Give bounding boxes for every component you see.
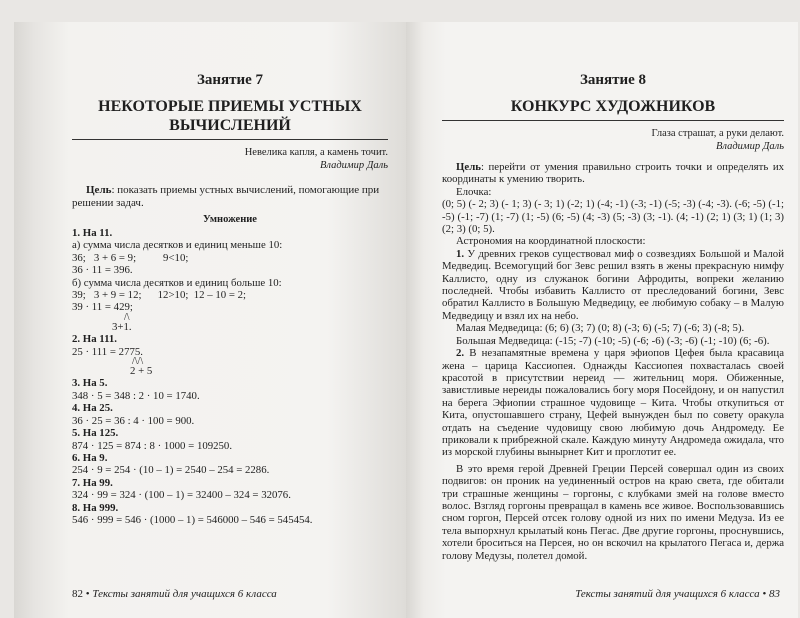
lesson-heading-line1: НЕКОТОРЫЕ ПРИЕМЫ УСТНЫХ <box>98 98 362 115</box>
example-line: 6. На 9. <box>72 451 108 464</box>
coordinates-small-bear: Малая Медведица: (6; 6) (3; 7) (0; 8) (-3; 6) (-5; 7) (-6; 3) (-8; 5). <box>456 322 745 335</box>
epigraph: Глаза страшат, а руки делают. <box>651 128 784 139</box>
example-line: 5. На 125. <box>72 427 119 440</box>
paragraph: Астрономия на координатной плоскости: <box>456 235 646 248</box>
footer-text: Тексты занятий для учащихся 6 класса <box>92 588 277 600</box>
heading-rule <box>442 120 784 121</box>
lesson-goal <box>72 184 388 210</box>
heading-rule <box>72 139 388 140</box>
coordinates-big-bear: Большая Медведица: (-15; -7) (-10; -5) (-6; -6) (-3; -6) (-1; -10) (6; -6). <box>456 334 770 347</box>
example-line: 36; 3 + 6 = 9; 9<10; <box>72 251 189 264</box>
paragraph: Елочка: <box>456 185 492 198</box>
branch-sum: 2 + 5 <box>130 365 153 378</box>
coordinates-paragraph: (0; 5) (- 2; 3) (- 1; 3) (- 3; 1) (-2; 1) (-4; -1) (-3; -1) (-5; -3) (-4; -3). (-6; -5) (-1; -5) (-1; -7) (1; -7) (1; -5) (6; -5) (4; -3) (5; -3) (3; -1). (4; -1) (2; 1) (3; 1) (1; 3) (2; 3) (0; 5). <box>442 198 784 236</box>
example-line: б) сумма числа десятков и единиц больше 10: <box>72 276 282 289</box>
goal-label: Цель <box>456 161 481 173</box>
goal-text: : перейти от умения правильно строить точки и определять их координаты к умению творить. <box>442 161 784 186</box>
section-heading: Умножение <box>203 214 257 225</box>
example-line: 324 · 99 = 324 · (100 – 1) = 32400 – 324 = 32076. <box>72 489 291 502</box>
epigraph-author: Владимир Даль <box>319 160 388 171</box>
example-line: 36 · 25 = 36 : 4 · 100 = 900. <box>72 414 195 427</box>
example-line: 874 · 125 = 874 : 8 · 1000 = 109250. <box>72 439 233 452</box>
left-page <box>14 22 406 618</box>
paragraph-3: В это время герой Древней Греции Персей совершал один из своих подвигов: он проник на уединенный остров на краю света, где обитали три страшные женщины – горгоны, с клубками змей на голове вместо волос. Взгляд горгоны превращал в камень все живое. Воспользовавшись сном горгон, Персей отсек голову одной из них по имени Медуза. Из ее тела выпорхнул крылатый конь Пегас. Две другие горгоны, проснувшись, хотели броситься на Персея, но он вскочил на крылатого Пегаса и, держа голову Медузы, полетел домой. <box>442 462 784 562</box>
paragraph-2 <box>442 347 784 459</box>
page-footer-right: Тексты занятий для учащихся 6 класса • 83 <box>575 588 780 600</box>
example-block-3 <box>72 377 388 526</box>
branch-arrow: /\ <box>124 311 130 323</box>
right-page <box>406 22 798 618</box>
branch-arrow: /\/\ <box>132 356 144 368</box>
example-line: 546 · 999 = 546 · (1000 – 1) = 546000 – 546 = 545454. <box>72 513 313 526</box>
example-line: а) сумма числа десятков и единиц меньше 10: <box>72 239 283 252</box>
example-line: 2. На 111. <box>72 333 117 346</box>
example-line: 254 · 9 = 254 · (10 – 1) = 2540 – 254 = 2286. <box>72 464 270 477</box>
lesson-title: Занятие 7 <box>196 72 264 88</box>
lesson-heading: КОНКУРС ХУДОЖНИКОВ <box>510 98 716 115</box>
example-line: 39 · 11 = 429; <box>72 301 133 314</box>
branch-sum: 3+1. <box>112 320 132 333</box>
example-block-2 <box>72 333 388 377</box>
example-line: 1. На 11. <box>72 227 113 239</box>
goal-label: Цель <box>86 184 112 196</box>
example-block-1 <box>72 227 388 333</box>
goal-text: : показать приемы устных вычислений, помогающие при решении задач. <box>72 184 380 209</box>
lesson-title: Занятие 8 <box>579 72 647 88</box>
example-line: 25 · 111 = 2775. <box>72 345 143 358</box>
lesson-heading-line2: ВЫЧИСЛЕНИЙ <box>169 117 291 134</box>
page-footer-left: 82 • Тексты занятий для учащихся 6 класса <box>72 588 277 600</box>
paragraph-text: У древних греков существовал миф о созвездиях Большой и Малой Медведиц. Всемогущий бог Зевс решил взять в жены прекрасную нимфу Каллисто, одну из служанок богини Афродиты, вопреки желанию последней. Чтобы избавить Каллисто от преследований богини, Зевс обратил Каллисто в Большую Медведицу, ее любимую собаку – в Малую Медведицу и взял их на небо. <box>442 247 784 322</box>
paragraph-1 <box>442 248 784 322</box>
open-book <box>14 22 798 618</box>
page-number: 82 <box>72 588 83 600</box>
lesson-goal <box>442 161 784 186</box>
example-line: 36 · 11 = 396. <box>72 264 133 277</box>
item-number: 1. <box>456 247 465 260</box>
example-line: 3. На 5. <box>72 377 108 390</box>
example-line: 39; 3 + 9 = 12; 12>10; 12 – 10 = 2; <box>72 289 247 302</box>
example-line: 4. На 25. <box>72 402 113 415</box>
paragraph-text: В незапамятные времена у царя эфиопов Цефея была красавица жена – царица Кассиопея. Однажды Кассиопея похвасталась своей красотой в присутствии нереид — жительниц моря. Обиженные, завистливые нереиды пожаловались богу моря Посейдону, и он напустил на берега Эфиопии страшное чудовище – Кита. Чтобы откупиться от Кита, опустошавшего страну, Цефей вынужден был по совету оракула отдать на съедение чудовищу свою любимую дочь Андромеду. Ее приковали к прибрежной скале. Каждую минуту Андромеда ожидала, что из морской глубины вынырнет Кит и проглотит ее. <box>442 347 784 459</box>
epigraph: Невелика капля, а камень точит. <box>244 147 388 158</box>
example-line: 7. На 99. <box>72 476 113 489</box>
example-line: 348 · 5 = 348 : 2 · 10 = 1740. <box>72 389 200 402</box>
example-line: 8. На 999. <box>72 501 119 514</box>
item-number: 2. <box>456 347 465 360</box>
epigraph-author: Владимир Даль <box>715 141 784 152</box>
